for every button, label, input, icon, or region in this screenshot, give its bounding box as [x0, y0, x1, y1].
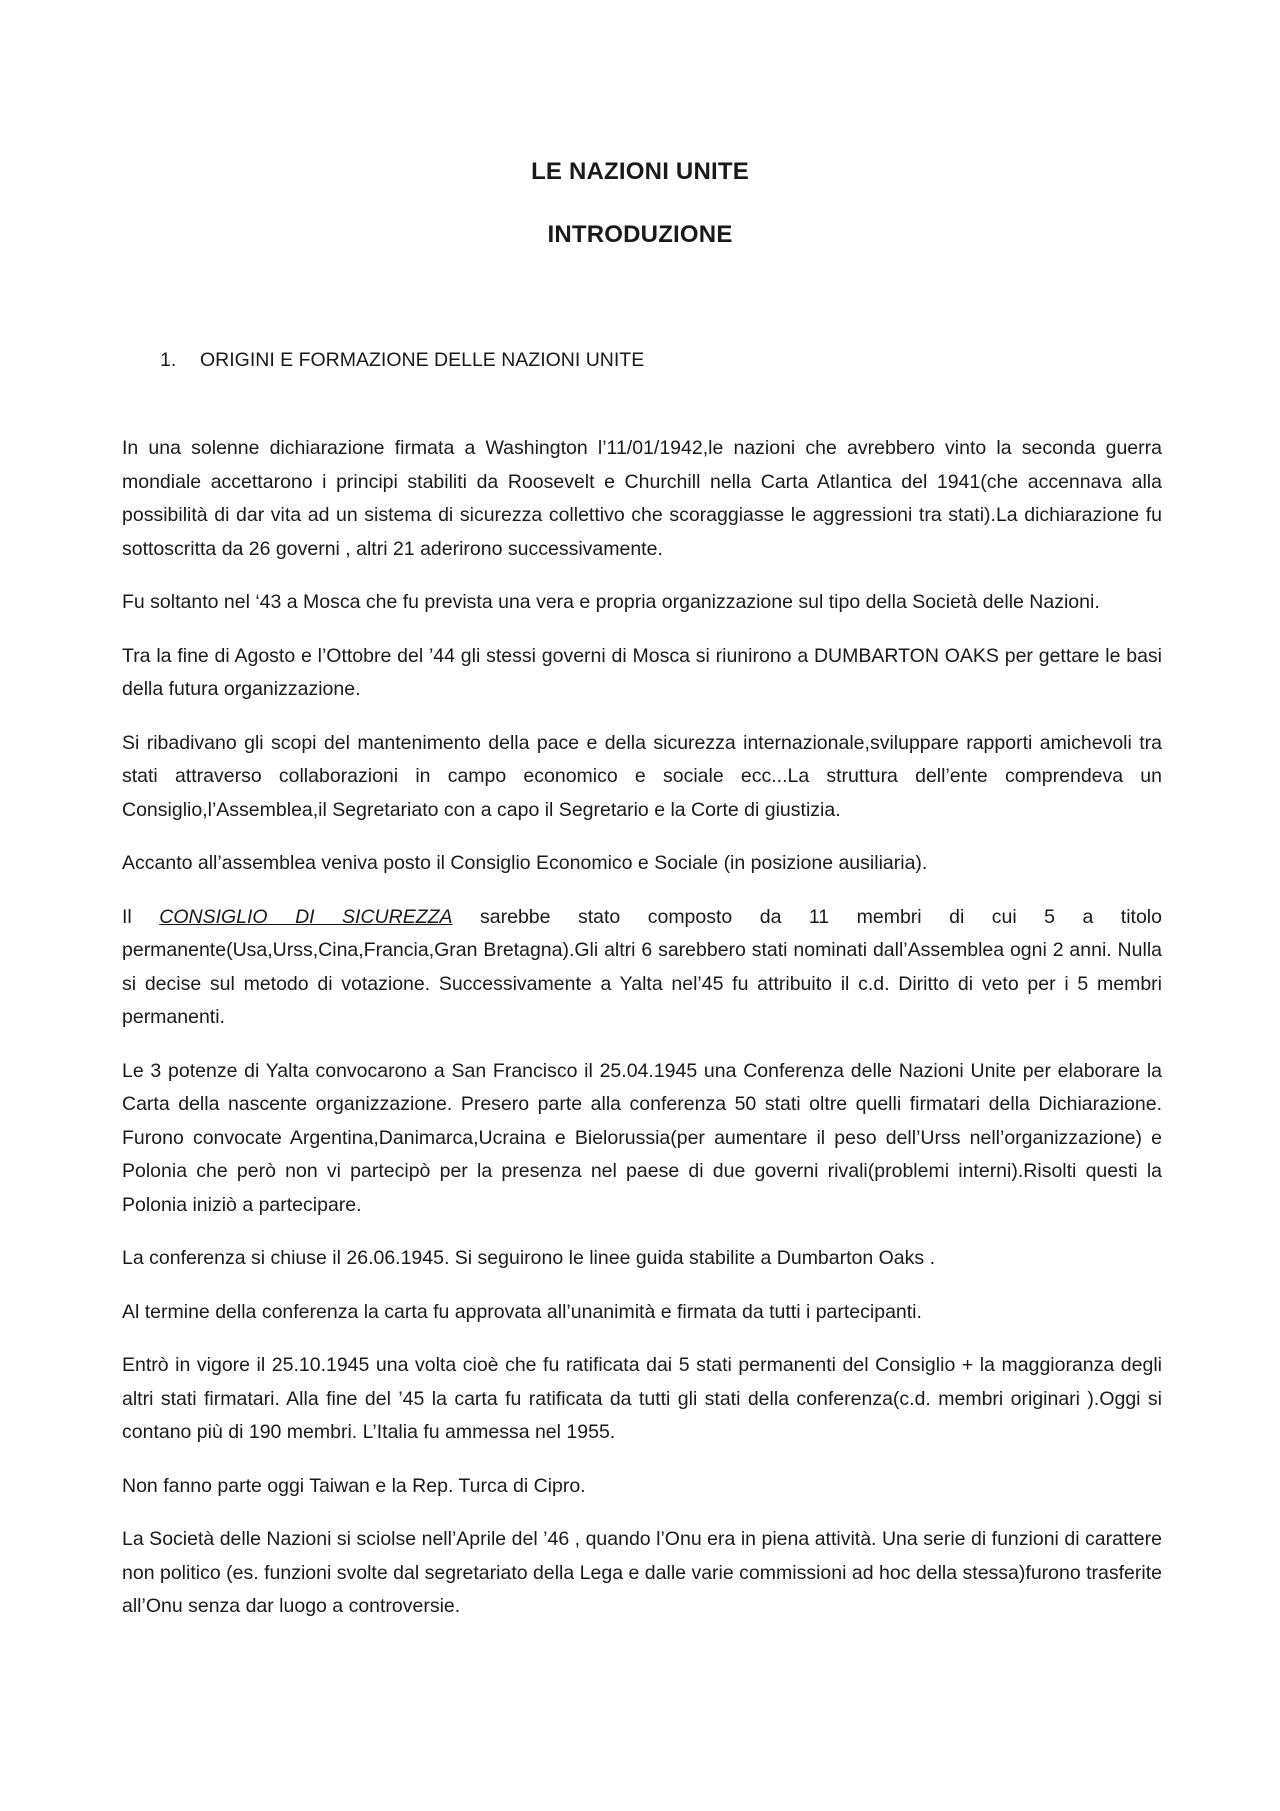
paragraph-10: Entrò in vigore il 25.10.1945 una volta cioè che fu ratificata dai 5 stati permanenti del Consiglio + la maggioranza degli altri stati firmatari. Alla fine del ’45 la carta fu ratificata da tutti gli stati della conferenza(c.d. membri originari ).Oggi si contano più di 190 membri. L’Italia fu ammessa nel 1955.	[122, 1354, 1162, 1443]
section-number: 1.	[160, 349, 177, 371]
document-title: LE NAZIONI UNITE	[531, 158, 749, 185]
security-council-term: CONSIGLIO DI SICUREZZA	[159, 905, 453, 928]
paragraph-4: Si ribadivano gli scopi del mantenimento della pace e della sicurezza internazionale,sviluppare rapporti amichevoli tra stati attraverso collaborazioni in campo economico e sociale ecc...La struttura dell’ente comprendeva un Consiglio,l’Assemblea,il Segretariato con a capo il Segretario e la Corte di giustizia.	[122, 731, 1162, 821]
paragraph-6-prefix: Il	[122, 905, 160, 928]
section-heading	[160, 349, 644, 372]
section-title: ORIGINI E FORMAZIONE DELLE NAZIONI UNITE	[200, 349, 645, 371]
paragraph-9: Al termine della conferenza la carta fu approvata all’unanimità e firmata da tutti i partecipanti.	[122, 1300, 922, 1323]
paragraph-6-rest: sarebbe stato composto da 11 membri di cui 5 a titolo permanente(Usa,Urss,Cina,Francia,Gran Bretagna).Gli altri 6 sarebbero stati nominati dall’Assemblea ogni 2 anni. Nulla si decise sul metodo di votazione. Successivamente a Yalta nel’45 fu attribuito il c.d. Diritto di veto per i 5 membri permanenti.	[122, 905, 1162, 1028]
paragraph-1: In una solenne dichiarazione firmata a Washington l’11/01/1942,le nazioni che avrebbero vinto la seconda guerra mondiale accettarono i principi stabiliti da Roosevelt e Churchill nella Carta Atlantica del 1941(che accennava alla possibilità di dar vita ad un sistema di sicurezza collettivo che scoraggiasse le aggressioni tra stati).La dichiarazione fu sottoscritta da 26 governi , altri 21 aderirono successivamente.	[122, 437, 1162, 560]
paragraph-5: Accanto all’assemblea veniva posto il Consiglio Economico e Sociale (in posizione ausiliaria).	[122, 852, 928, 874]
paragraph-11: Non fanno parte oggi Taiwan e la Rep. Turca di Cipro.	[122, 1474, 586, 1497]
paragraph-3: Tra la fine di Agosto e l’Ottobre del ’44 gli stessi governi di Mosca si riunirono a DUMBARTON OAKS per gettare le basi della futura organizzazione.	[122, 644, 1162, 700]
paragraph-7: Le 3 potenze di Yalta convocarono a San Francisco il 25.04.1945 una Conferenza delle Nazioni Unite per elaborare la Carta della nascente organizzazione. Presero parte alla conferenza 50 stati oltre quelli firmatari della Dichiarazione. Furono convocate Argentina,Danimarca,Ucraina e Bielorussia(per aumentare il peso dell’Urss nell’organizzazione) e Polonia che però non vi partecipò per la presenza nel paese di due governi rivali(problemi interni).Risolti questi la Polonia iniziò a partecipare.	[122, 1059, 1162, 1216]
paragraph-12: La Società delle Nazioni si sciolse nell’Aprile del ’46 , quando l’Onu era in piena attività. Una serie di funzioni di carattere non politico (es. funzioni svolte dal segretariato della Lega e dalle varie commissioni ad hoc della stessa)furono trasferite all’Onu senza dar luogo a controversie.	[122, 1528, 1162, 1617]
document-body	[122, 432, 1162, 1644]
paragraph-6	[122, 901, 1162, 1035]
paragraph-2: Fu soltanto nel ‘43 a Mosca che fu prevista una vera e propria organizzazione sul tipo della Società delle Nazioni.	[122, 591, 1100, 613]
paragraph-8: La conferenza si chiuse il 26.06.1945. Si seguirono le linee guida stabilite a Dumbarton Oaks .	[122, 1247, 935, 1269]
document-subtitle: INTRODUZIONE	[547, 221, 733, 248]
